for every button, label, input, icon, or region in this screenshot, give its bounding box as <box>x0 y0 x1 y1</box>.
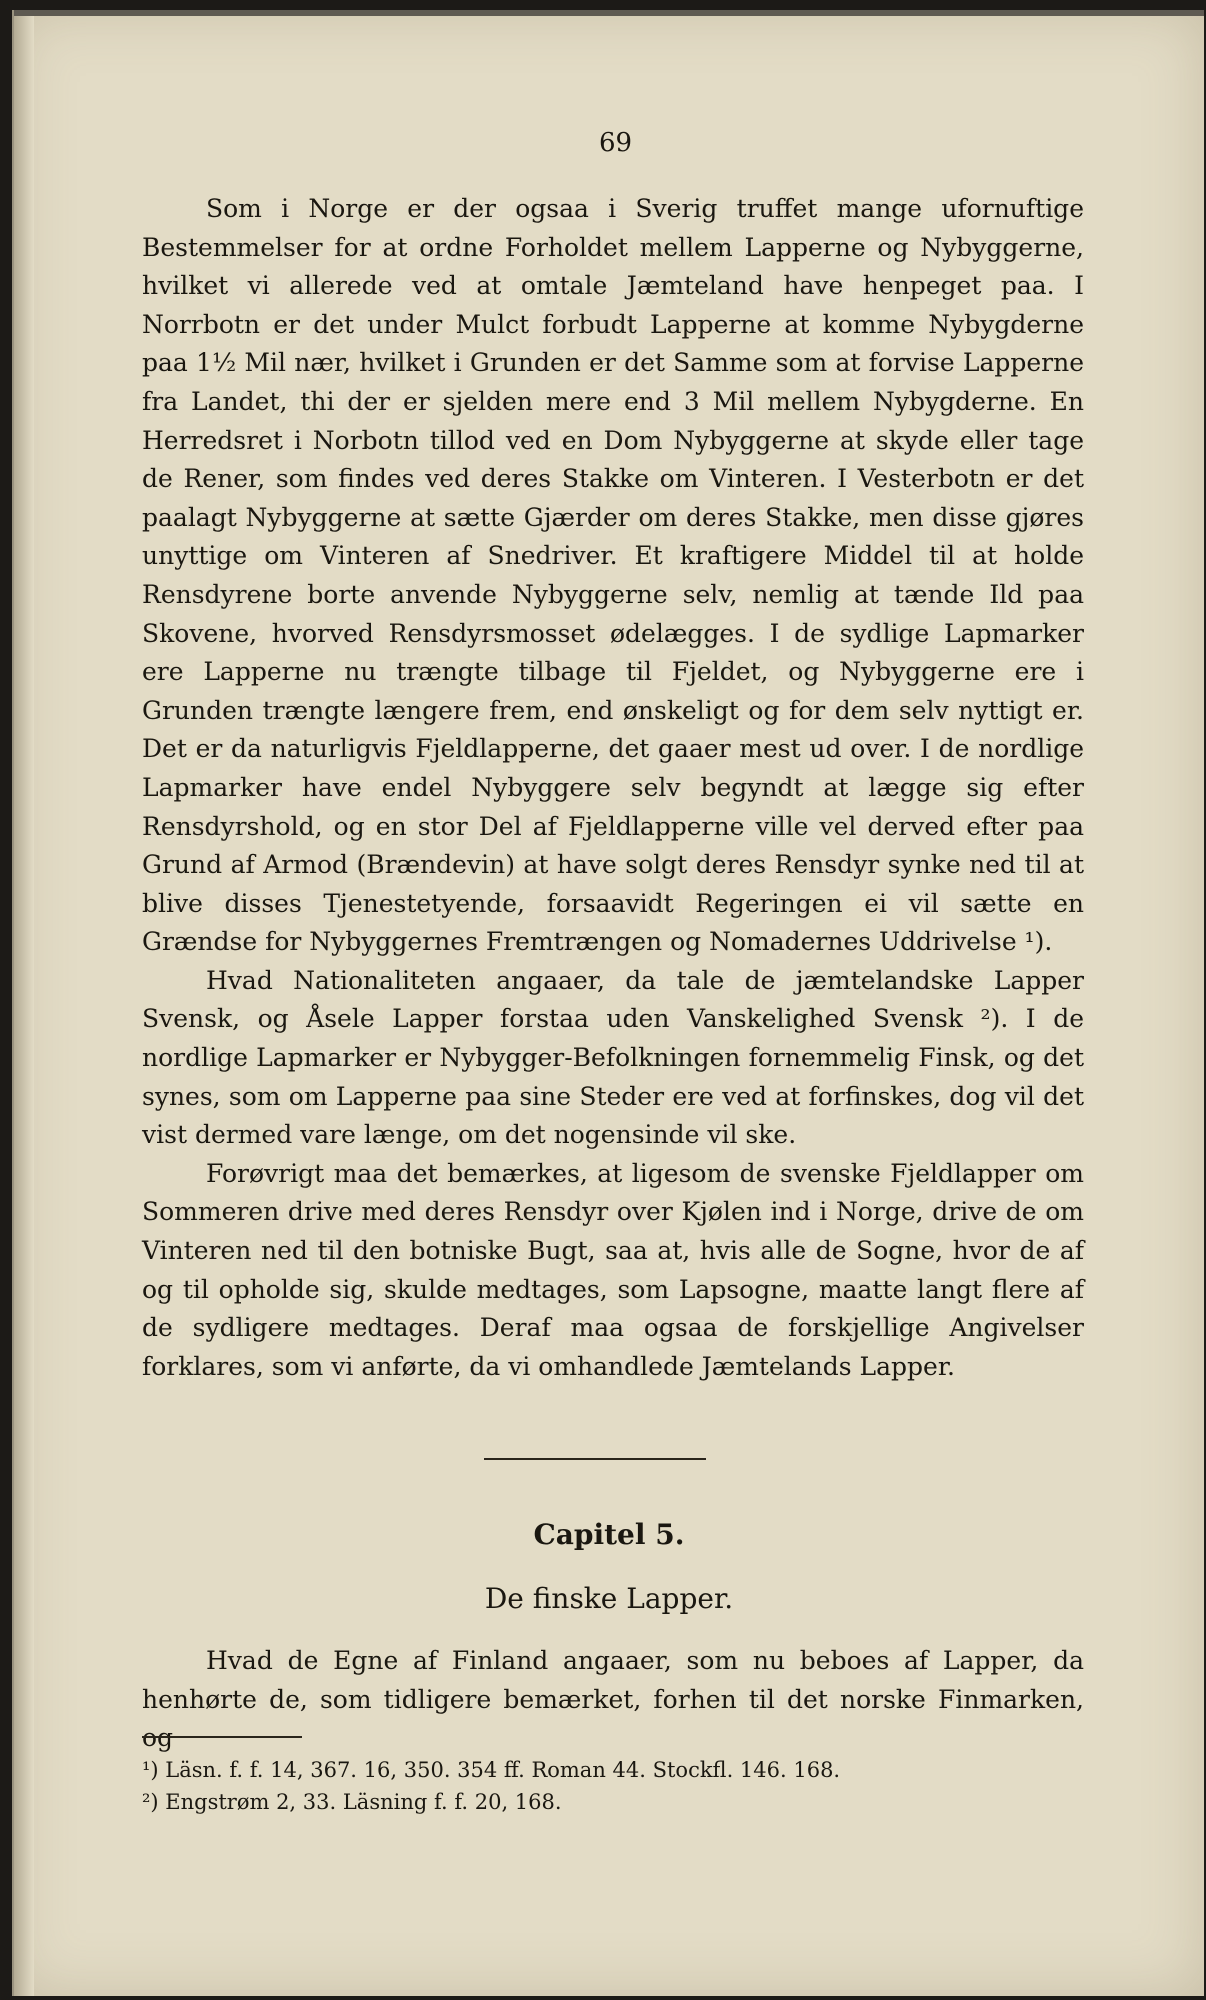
paragraph: Som i Norge er der ogsaa i Sverig truffet mange ufornuftige Bestemmelser for at ordne Forholdet mellem Lapperne og Nybyggerne, hvilket vi allerede ved at omtale Jæmteland have henpeget paa. I Norrbotn er det under Mulct forbudt Lapperne at komme Nybygderne paa 1½ Mil nær, hvilket i Grunden er det Samme som at forvise Lapperne fra Landet, thi der er sjelden mere end 3 Mil mellem Nybygderne. En Herredsret i Norbotn tillod ved en Dom Nybyggerne at skyde eller tage de Rener, som findes ved deres Stakke om Vinteren. I Vesterbotn er det paalagt Nybyggerne at sætte Gjærder om deres Stakke, men disse gjøres unyttige om Vinteren af Snedriver. Et kraftigere Middel til at holde Rensdyrene borte anvende Nybyggerne selv, nemlig at tænde Ild paa Skovene, hvorved Rensdyrsmosset ødelægges. I de sydlige Lapmarker ere Lapperne nu trængte tilbage til Fjeldet, og Nybyggerne ere i Grunden trængte længere frem, end ønskeligt og for dem selv nyttigt er. Det er da naturligvis Fjeldlapperne, det gaaer mest ud over. I de nordlige Lapmarker have endel Nybyggere selv begyndt at lægge sig efter Rensdyrshold, og en stor Del af Fjeldlapperne ville vel derved efter paa Grund af Armod (Brændevin) at have solgt deres Rensdyr synke ned til at blive disses Tjenestetyende, forsaavidt Regeringen ei vil sætte en Grændse for Nybyggernes Fremtrængen og Nomadernes Uddrivelse ¹). <box>142 194 1084 957</box>
chapter-title: Capitel 5. <box>533 1518 685 1551</box>
section-divider <box>484 1458 706 1460</box>
body-text-top <box>142 190 1084 1386</box>
chapter-subtitle: De finske Lapper. <box>484 1582 734 1615</box>
footnotes <box>142 1754 1042 1818</box>
footnote-divider <box>142 1736 302 1738</box>
book-page <box>12 10 1204 1996</box>
footnote: ²) Engstrøm 2, 33. Läsning f. f. 20, 168. <box>142 1790 562 1814</box>
paragraph: Hvad Nationaliteten angaaer, da tale de jæmtelandske Lapper Svensk, og Åsele Lapper forstaa uden Vanskelighed Svensk ²). I de nordlige Lapmarker er Nybygger-Befolkningen fornemmelig Finsk, og det synes, som om Lapperne paa sine Steder ere ved at forfinskes, dog vil det vist dermed vare længe, om det nogensinde vil ske. <box>142 965 1084 1150</box>
body-text-bottom <box>142 1642 1084 1758</box>
page-top-edge <box>14 10 1204 16</box>
paragraph: Hvad de Egne af Finland angaaer, som nu beboes af Lapper, da henhørte de, som tidligere bemærket, forhen til det norske Finmarken, og <box>142 1646 1084 1753</box>
paragraph: Forøvrigt maa det bemærkes, at ligesom de svenske Fjeldlapper om Sommeren drive med deres Rensdyr over Kjølen ind i Norge, drive de om Vinteren ned til den botniske Bugt, saa at, hvis alle de Sogne, hvor de af og til opholde sig, skulde medtages, som Lapsogne, maatte langt flere af de sydligere medtages. Deraf maa ogsaa de forskjellige Angivelser forklares, som vi anførte, da vi omhandlede Jæmtelands Lapper. <box>142 1158 1084 1381</box>
page-number: 69 <box>599 128 633 158</box>
footnote: ¹) Läsn. f. f. 14, 367. 16, 350. 354 ff. Roman 44. Stockfl. 146. 168. <box>142 1758 841 1782</box>
page-spine-shadow <box>14 10 34 1996</box>
